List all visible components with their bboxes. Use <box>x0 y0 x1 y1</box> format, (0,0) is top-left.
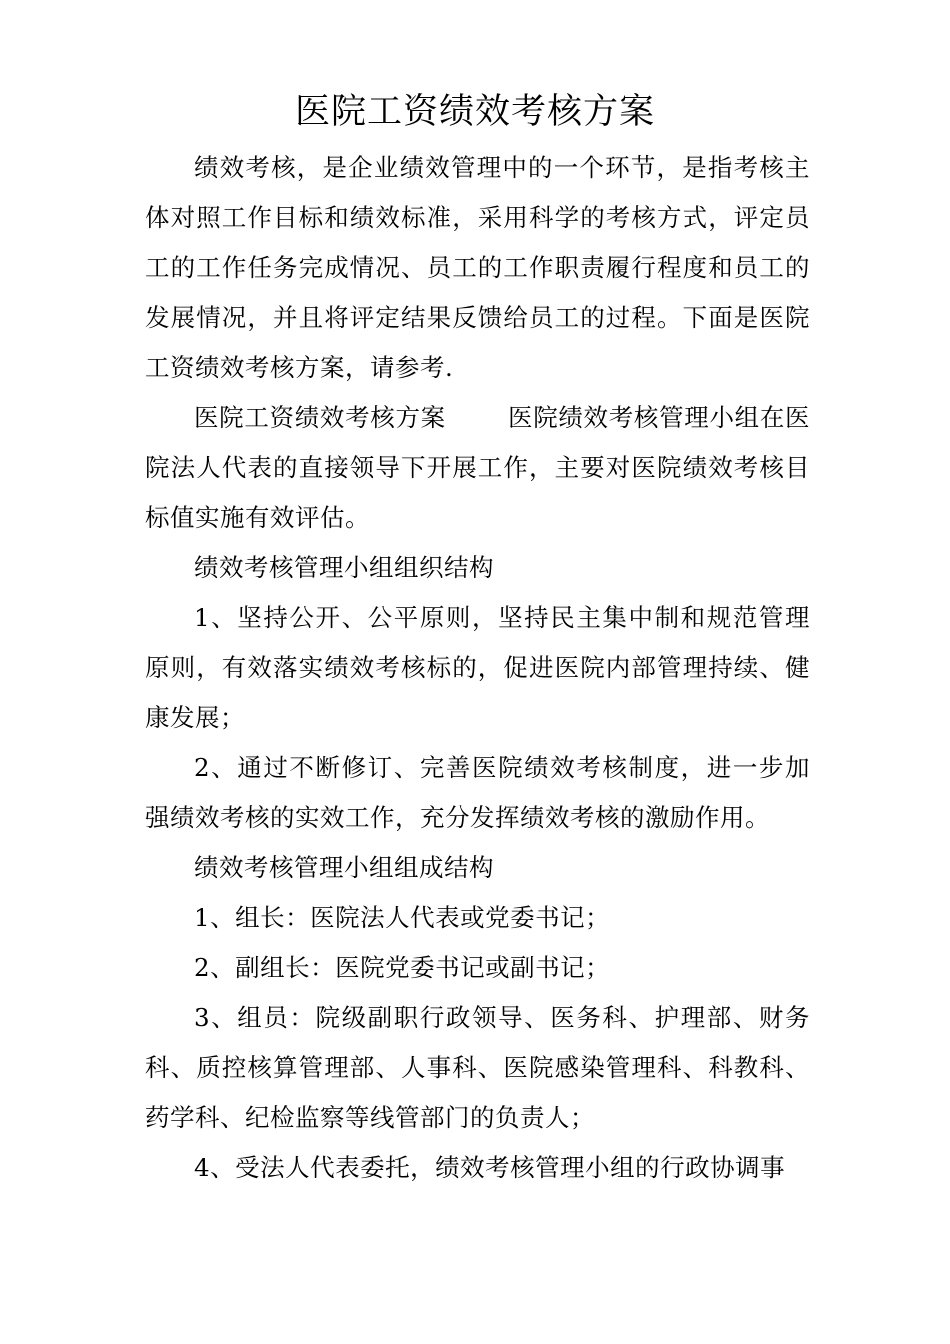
document-body <box>145 143 810 1193</box>
section-heading-composition: 绩效考核管理小组组成结构 <box>194 853 494 882</box>
paragraph-group-text: 医院绩效考核管理小组在医院法人代表的直接领导下开展工作，主要对医院绩效考核目标值实施有效评估。 <box>145 403 811 532</box>
paragraph-leader: 1、组长：医院法人代表或党委书记； <box>194 903 611 932</box>
inline-heading: 医院工资绩效考核方案 <box>194 403 446 432</box>
paragraph-intro: 绩效考核，是企业绩效管理中的一个环节，是指考核主体对照工作目标和绩效标准，采用科学的考核方式，评定员工的工作任务完成情况、员工的工作职责履行程度和员工的发展情况，并且将评定结果反馈给员工的过程。下面是医院工资绩效考核方案，请参考. <box>145 153 810 382</box>
paragraph-item-2: 2、通过不断修订、完善医院绩效考核制度，进一步加强绩效考核的实效工作，充分发挥绩效考核的激励作用。 <box>145 753 810 832</box>
paragraph-members: 3、组员：院级副职行政领导、医务科、护理部、财务科、质控核算管理部、人事科、医院感染管理科、科教科、药学科、纪检监察等线管部门的负责人； <box>145 1003 810 1132</box>
paragraph-delegation: 4、受法人代表委托，绩效考核管理小组的行政协调事 <box>194 1153 786 1182</box>
document-title: 医院工资绩效考核方案 <box>294 92 655 132</box>
section-heading-organization: 绩效考核管理小组组织结构 <box>194 553 494 582</box>
paragraph-item-1: 1、坚持公开、公平原则，坚持民主集中制和规范管理原则，有效落实绩效考核标的，促进医院内部管理持续、健康发展； <box>145 603 810 732</box>
paragraph-group-intro <box>145 393 810 543</box>
paragraph-deputy-leader: 2、副组长：医院党委书记或副书记； <box>194 953 611 982</box>
